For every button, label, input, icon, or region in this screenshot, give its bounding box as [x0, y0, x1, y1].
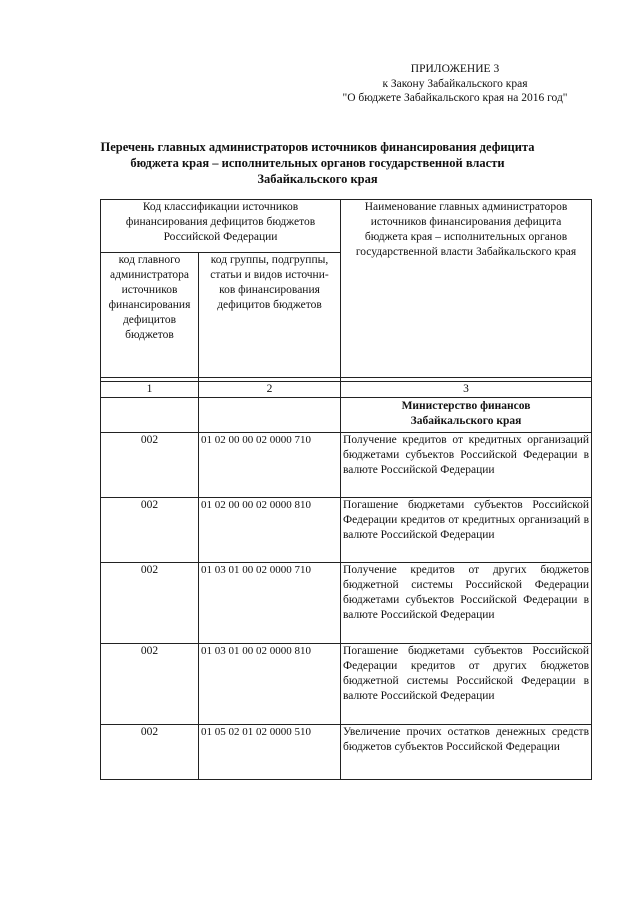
column-number: 3	[341, 382, 592, 398]
source-code: 01 02 00 00 02 0000 810	[199, 498, 341, 563]
admin-code: 002	[101, 644, 199, 725]
appendix-law-ref: к Закону Забайкальского края	[382, 77, 528, 90]
table-row	[101, 563, 592, 644]
appendix-number: ПРИЛОЖЕНИЕ 3	[410, 63, 500, 75]
document-title-line: Забайкальского края	[257, 172, 378, 186]
admin-code: 002	[101, 433, 199, 498]
appendix-header	[300, 62, 610, 106]
appendix-law-title: "О бюджете Забайкальского края на 2016 год"	[342, 92, 568, 104]
administrators-table	[100, 199, 592, 780]
source-name: Увеличение прочих остатков денежных средств бюджетов субъектов Российской Федерации	[341, 725, 592, 780]
admin-code: 002	[101, 725, 199, 780]
admin-code: 002	[101, 498, 199, 563]
document-title	[95, 139, 540, 187]
ministry-row	[101, 398, 592, 433]
table-row	[101, 644, 592, 725]
header-code-group: Код классификации источников финансирования дефицитов бюджетов Российской Федерации	[101, 200, 341, 253]
column-numbers-row	[101, 382, 592, 398]
source-name: Погашение бюджетами субъектов Российской Федерации кредитов от других бюджетов бюджетной системы Российской Федерации в валюте Российской Федерации	[341, 644, 592, 725]
source-name: Получение кредитов от других бюджетов бюджетной системы Российской Федерации бюджетами субъектов Российской Федерации в валюте Российской Федерации	[341, 563, 592, 644]
table-header-row	[101, 200, 592, 253]
header-source-code: код группы, подгруппы, статьи и видов источни-ков финансирования дефицитов бюджетов	[199, 253, 341, 378]
admin-code: 002	[101, 563, 199, 644]
column-number: 1	[101, 382, 199, 398]
source-code: 01 03 01 00 02 0000 810	[199, 644, 341, 725]
source-code: 01 03 01 00 02 0000 710	[199, 563, 341, 644]
header-admin-code: код главного администратора источников финансирования дефицитов бюджетов	[101, 253, 199, 378]
ministry-name: Министерство финансов Забайкальского края	[341, 398, 592, 433]
table-row	[101, 725, 592, 780]
table-row	[101, 498, 592, 563]
column-number: 2	[199, 382, 341, 398]
source-code: 01 02 00 00 02 0000 710	[199, 433, 341, 498]
source-name: Погашение бюджетами субъектов Российской Федерации кредитов от кредитных организаций в валюте Российской Федерации	[341, 498, 592, 563]
source-code: 01 05 02 01 02 0000 510	[199, 725, 341, 780]
header-name: Наименование главных администраторов источников финансирования дефицита бюджета края – исполнительных органов государственной власти Забайкальского края	[341, 200, 592, 378]
document-title-line: бюджета края – исполнительных органов государственной власти	[130, 156, 505, 170]
source-name: Получение кредитов от кредитных организаций бюджетами субъектов Российской Федерации в валюте Российской Федерации	[341, 433, 592, 498]
document-title-line: Перечень главных администраторов источников финансирования дефицита	[100, 140, 535, 154]
table-row	[101, 433, 592, 498]
